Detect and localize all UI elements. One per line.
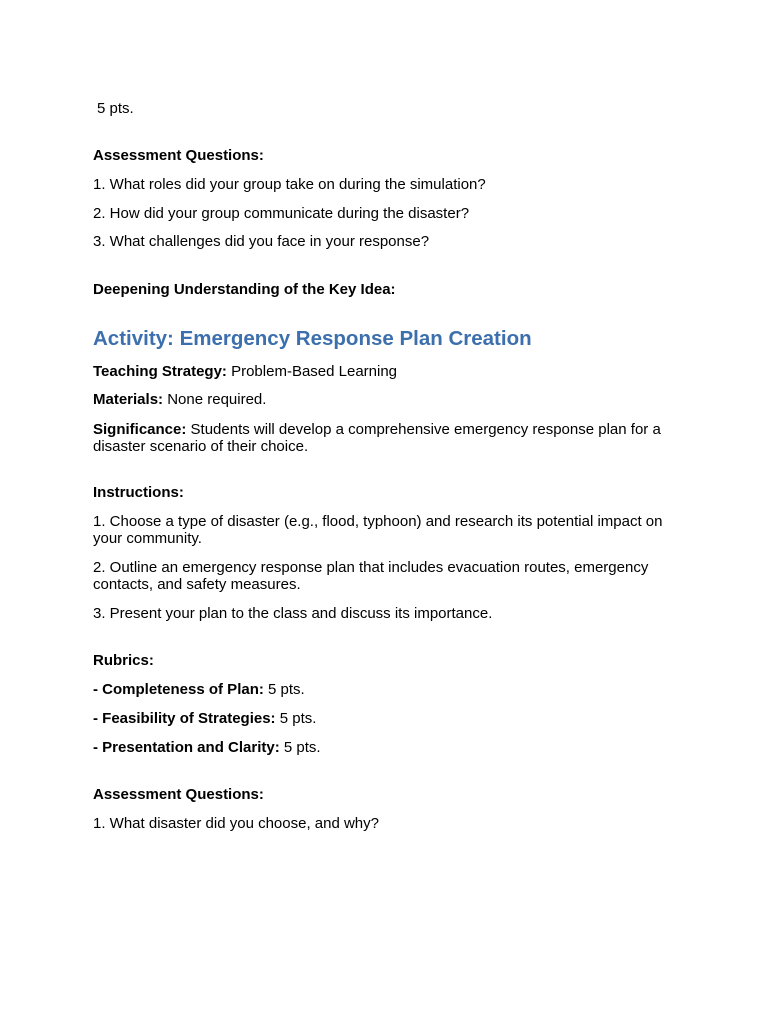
activity-title: Activity: Emergency Response Plan Creation bbox=[93, 327, 532, 350]
rubric-item bbox=[93, 739, 683, 756]
teaching-strategy-line bbox=[93, 363, 683, 380]
instruction-1: 1. Choose a type of disaster (e.g., flood, typhoon) and research its potential impact on your community. bbox=[93, 513, 663, 547]
teaching-strategy-label: Teaching Strategy: bbox=[93, 363, 227, 380]
rubric-label: - Presentation and Clarity: bbox=[93, 739, 280, 756]
carryover-points: 5 pts. bbox=[97, 100, 134, 117]
rubrics-heading: Rubrics: bbox=[93, 652, 154, 669]
deepening-understanding-heading: Deepening Understanding of the Key Idea: bbox=[93, 281, 396, 298]
assessment-question-3: 3. What challenges did you face in your response? bbox=[93, 233, 430, 250]
significance-value: Students will develop a comprehensive emergency response plan for a disaster scenario of their choice. bbox=[93, 421, 661, 455]
assessment-question-2: 2. How did your group communicate during the disaster? bbox=[93, 205, 470, 222]
assessment-question-1b: 1. What disaster did you choose, and why? bbox=[93, 815, 379, 832]
teaching-strategy-value: Problem-Based Learning bbox=[231, 363, 398, 380]
significance-paragraph bbox=[93, 421, 683, 455]
instruction-3: 3. Present your plan to the class and discuss its importance. bbox=[93, 605, 493, 622]
rubric-item bbox=[93, 710, 683, 727]
instructions-heading: Instructions: bbox=[93, 484, 184, 501]
assessment-questions-heading: Assessment Questions: bbox=[93, 147, 264, 164]
instruction-2: 2. Outline an emergency response plan that includes evacuation routes, emergency contacts, and safety measures. bbox=[93, 559, 649, 593]
assessment-question-1: 1. What roles did your group take on during the simulation? bbox=[93, 176, 486, 193]
rubric-label: - Completeness of Plan: bbox=[93, 681, 264, 698]
materials-label: Materials: bbox=[93, 391, 164, 408]
rubric-points: 5 pts. bbox=[279, 710, 317, 727]
rubric-points: 5 pts. bbox=[283, 739, 321, 756]
materials-line bbox=[93, 391, 683, 408]
materials-value: None required. bbox=[167, 391, 267, 408]
rubric-label: - Feasibility of Strategies: bbox=[93, 710, 276, 727]
assessment-questions-heading-2: Assessment Questions: bbox=[93, 786, 264, 803]
significance-label: Significance: bbox=[93, 421, 187, 438]
rubric-item bbox=[93, 681, 683, 698]
rubric-points: 5 pts. bbox=[268, 681, 305, 698]
